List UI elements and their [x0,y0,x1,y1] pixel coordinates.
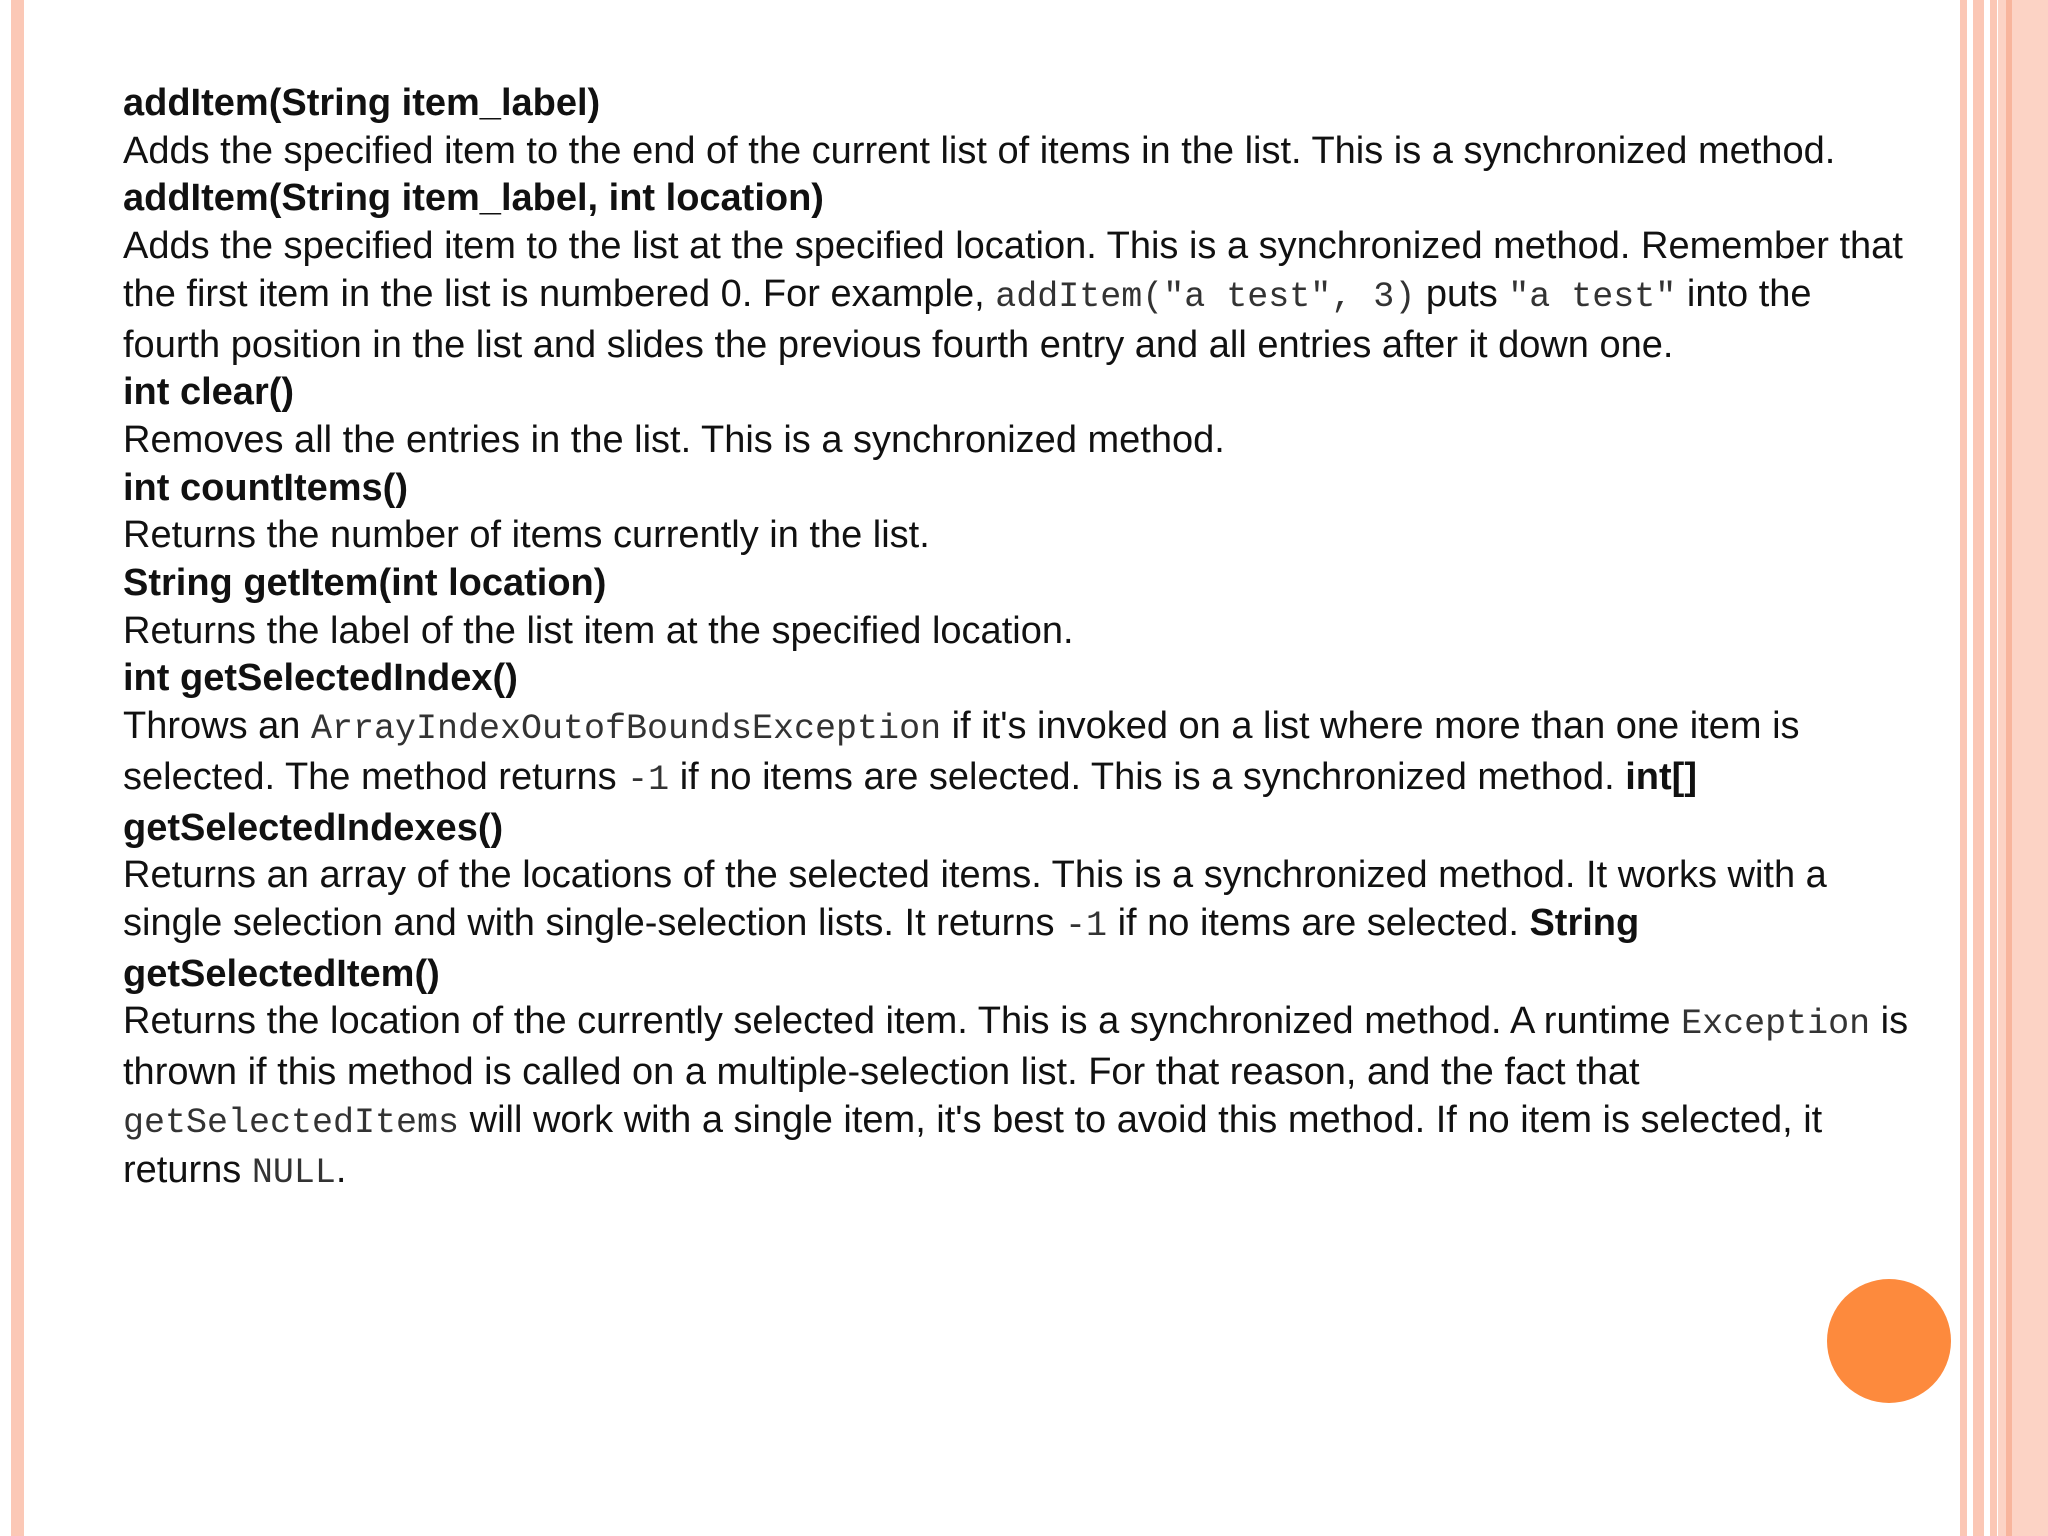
method-signature: int countItems() [123,466,408,509]
code-snippet: getSelectedItems [123,1102,460,1143]
description-text: . [335,1149,347,1192]
description-text: Returns the location of the currently selected item. This is a synchronized method. A runtime [123,1000,1682,1043]
description-text: is thrown if this method is called on a multiple-selection list. For that reason, and the fact that [123,1000,1909,1094]
entry-getselecteditem-description [123,998,1913,1198]
description-text: into the fourth position in the list and slides the previous fourth entry and all entries after it down one. [123,272,1812,366]
entry-additem-description [123,128,1913,176]
orange-circle-decoration [1827,1279,1951,1403]
entry-getselectedindex-description [123,703,1913,852]
description-text: if no items are selected. This is a synchronized method. [669,755,1626,798]
right-decorative-stripe [1990,0,1997,1536]
entry-clear-signature [123,369,1913,417]
method-reference-text [123,80,1913,1198]
method-description: Adds the specified item to the end of the current list of items in the list. This is a synchronized method. [123,129,1836,172]
method-description: Returns the number of items currently in the list. [123,514,930,557]
entry-additem-signature [123,80,1913,128]
right-decorative-stripe [1973,0,1984,1536]
code-snippet: Exception [1681,1004,1871,1045]
method-signature: String getItem(int location) [123,562,607,605]
code-snippet: addItem("a test", 3) [995,276,1416,317]
entry-additem-location-description [123,223,1913,369]
entry-getitem-signature [123,560,1913,608]
method-signature: int clear() [123,371,295,414]
entry-countitems-description [123,512,1913,560]
right-decorative-stripe [2006,0,2012,1536]
entry-getitem-description [123,608,1913,656]
code-snippet: "a test" [1508,276,1677,317]
entry-getselectedindex-signature [123,655,1913,703]
description-text: will work with a single item, it's best to avoid this method. If no item is selected, it returns [123,1098,1823,1192]
method-signature: String getSelectedItem() [123,901,1640,995]
description-text: Adds the specified item to the list at the specified location. This is a synchronized method. Remember that the first item in the list is numbered 0. For example, [123,225,1903,315]
code-snippet: ArrayIndexOutofBoundsException [310,709,942,750]
method-description: Removes all the entries in the list. This is a synchronized method. [123,418,1225,461]
entry-countitems-signature [123,465,1913,513]
method-signature: int getSelectedIndex() [123,657,518,700]
description-text: if it's invoked on a list where more than one item is selected. The method returns [123,705,1800,798]
entry-getselectedindexes-description [123,852,1913,998]
code-snippet: NULL [251,1153,336,1194]
method-signature: int[] getSelectedIndexes() [123,755,1697,849]
description-text: if no items are selected. [1107,901,1530,944]
method-signature: addItem(String item_label, int location) [123,177,824,220]
description-text: Returns an array of the locations of the selected items. This is a synchronized method. It works with a single selection and with single-selection lists. It returns [123,854,1827,944]
description-text: Throws an [123,705,311,748]
entry-clear-description [123,417,1913,465]
method-signature: addItem(String item_label) [123,82,601,124]
code-snippet: -1 [1065,905,1108,946]
entry-additem-location-signature [123,175,1913,223]
method-description: Returns the label of the list item at the specified location. [123,609,1074,652]
code-snippet: -1 [627,759,670,800]
left-decorative-stripe [11,0,24,1536]
right-decorative-stripe [1960,0,1967,1536]
description-text: puts [1415,272,1509,315]
